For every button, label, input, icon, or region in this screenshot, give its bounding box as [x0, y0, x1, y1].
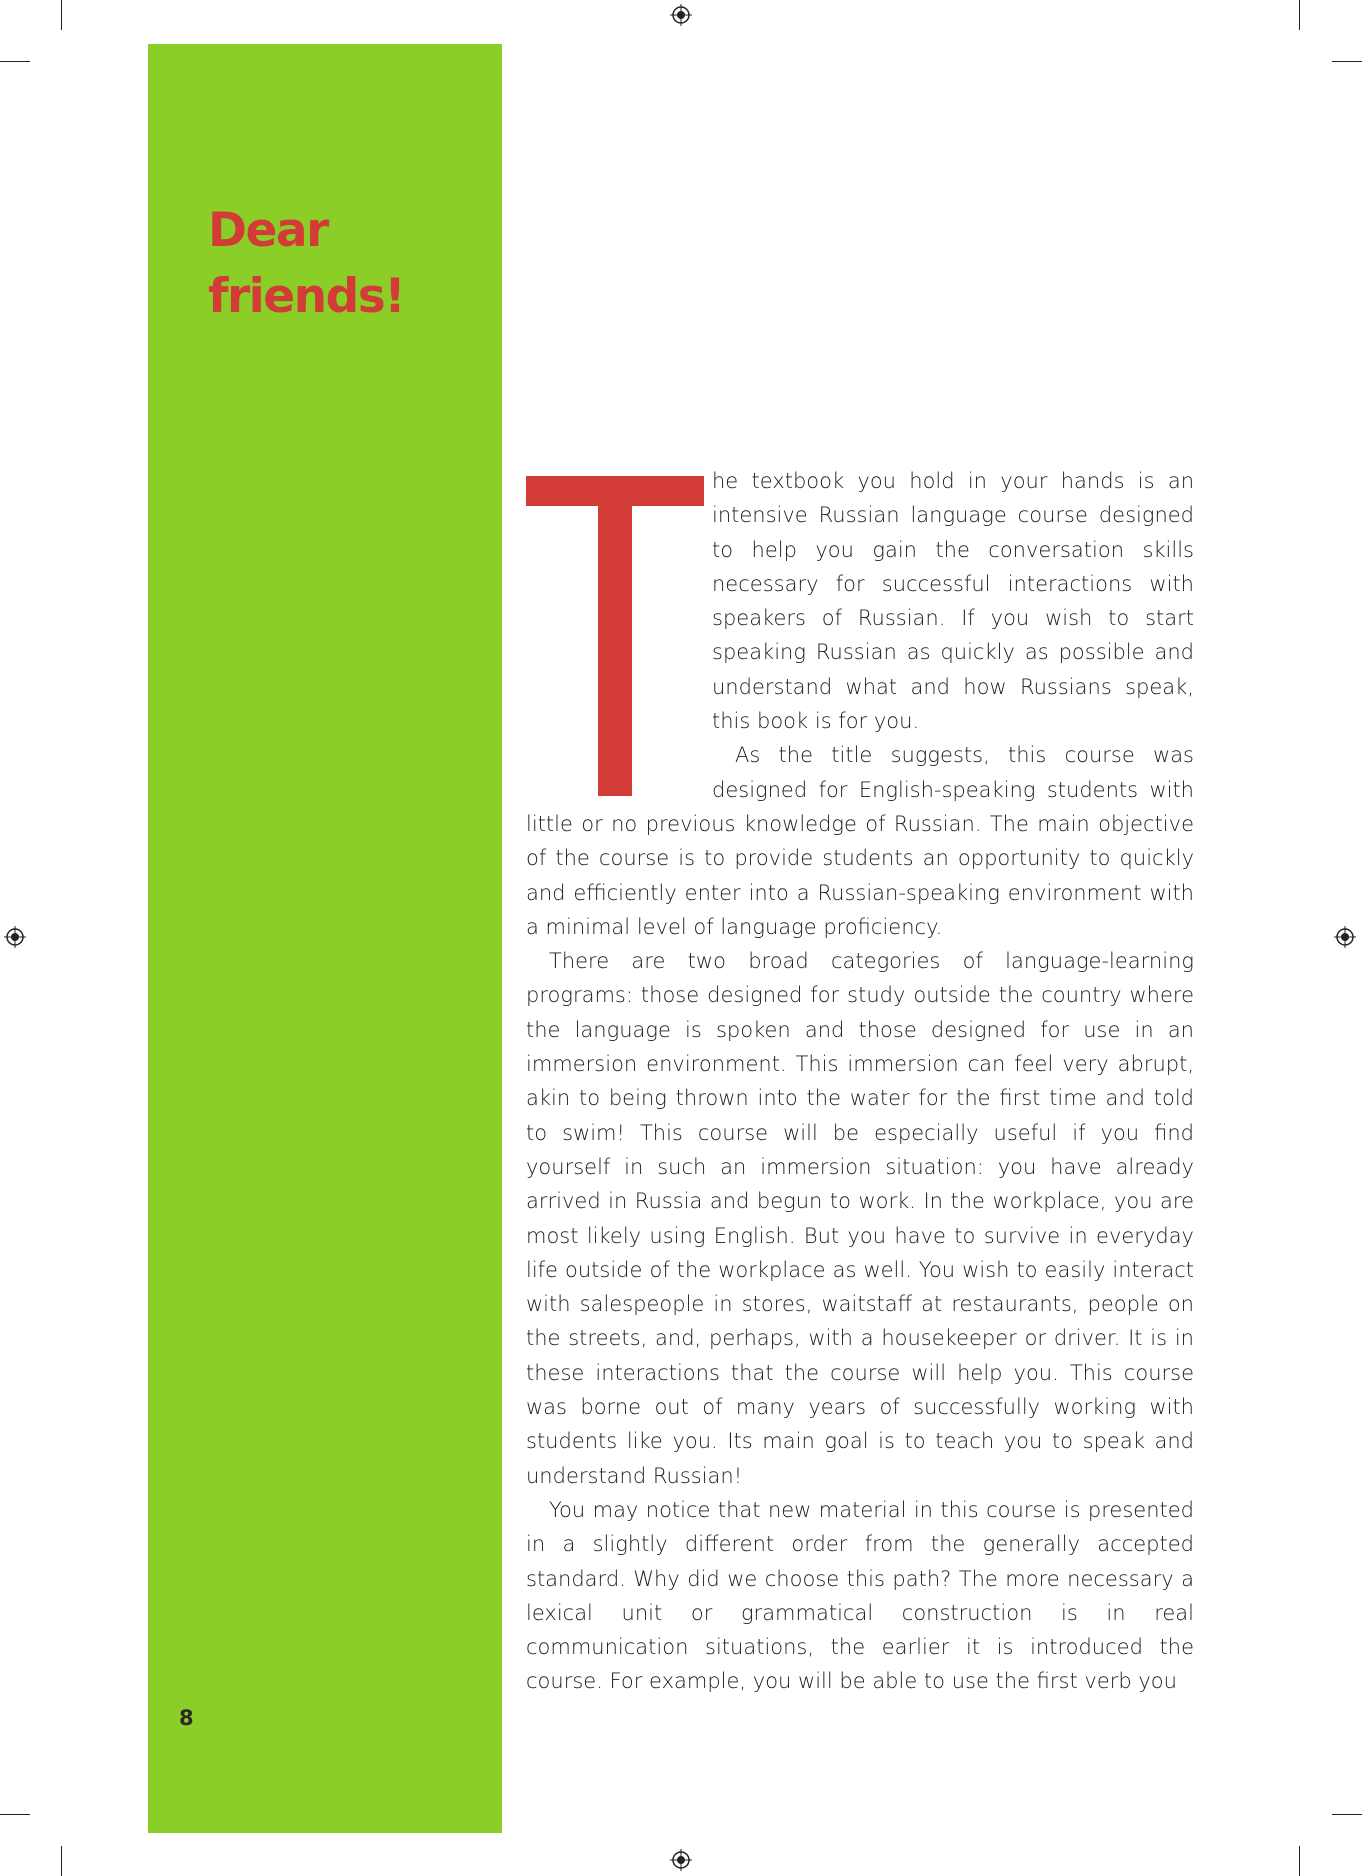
crop-mark: [0, 61, 30, 62]
registration-mark-icon: [1334, 926, 1356, 948]
crop-mark: [61, 1846, 62, 1876]
paragraph: You may notice that new material in this course is presented in a slightly different order from the generally accepted standard. Why did we choose this path? The more necessary a lexical unit or grammatical construction is in real communication situations, the earlier it is introduced the course. For example, you will be able to use the first verb you: [526, 1497, 1194, 1694]
page-title-line2: friends!: [208, 269, 405, 324]
registration-mark-icon: [670, 1849, 692, 1871]
crop-mark: [0, 1814, 30, 1815]
paragraph: There are two broad categories of language-learning programs: those designed for study outside the country where the language is spoken and those designed for use in an immersion environment. This immersion can feel very abrupt, akin to being thrown into the water for the first time and told to swim! This course will be especially useful if you find yourself in such an immersion situation: you have already arrived in Russia and begun to work. In the workplace, you are most likely using English. But you have to survive in everyday life outside of the workplace as well. You wish to easily interact with salespeople in stores, waitstaff at restaurants, people on the streets, and, perhaps, with a housekeeper or driver. It is in these interactions that the course will help you. This course was borne out of many years of successfully working with students like you. Its main goal is to teach you to speak and understand Russian!: [526, 949, 1194, 1488]
drop-cap: [526, 470, 704, 805]
crop-mark: [1299, 0, 1300, 30]
paragraph: he textbook you hold in your hands is an intensive Russian language course designed to help you gain the conversation skills necessary for successful interactions with speakers of Russian. If you wish to start speaking Russian as quickly as possible and understand what and how Russians speak, this book is for you.: [712, 469, 1194, 734]
drop-cap-letter: [526, 470, 527, 471]
crop-mark: [61, 0, 62, 30]
registration-mark-icon: [670, 4, 692, 26]
page-title: [208, 198, 404, 330]
paragraph: As the title suggests, this course was designed for English-speaking students with little or no previous knowledge of Russian. The main objective of the course is to provide students an opportunity to quickly and efficiently enter into a Russian-speaking environment with a minimal level of language proficiency.: [526, 743, 1194, 939]
page-title-line1: Dear: [208, 203, 328, 258]
crop-mark: [1332, 1814, 1362, 1815]
crop-mark: [1332, 61, 1362, 62]
drop-cap-stem: [598, 476, 632, 796]
registration-mark-icon: [4, 926, 26, 948]
crop-mark: [1299, 1846, 1300, 1876]
page-number: 8: [179, 1706, 194, 1730]
body-text: [526, 464, 1194, 1699]
